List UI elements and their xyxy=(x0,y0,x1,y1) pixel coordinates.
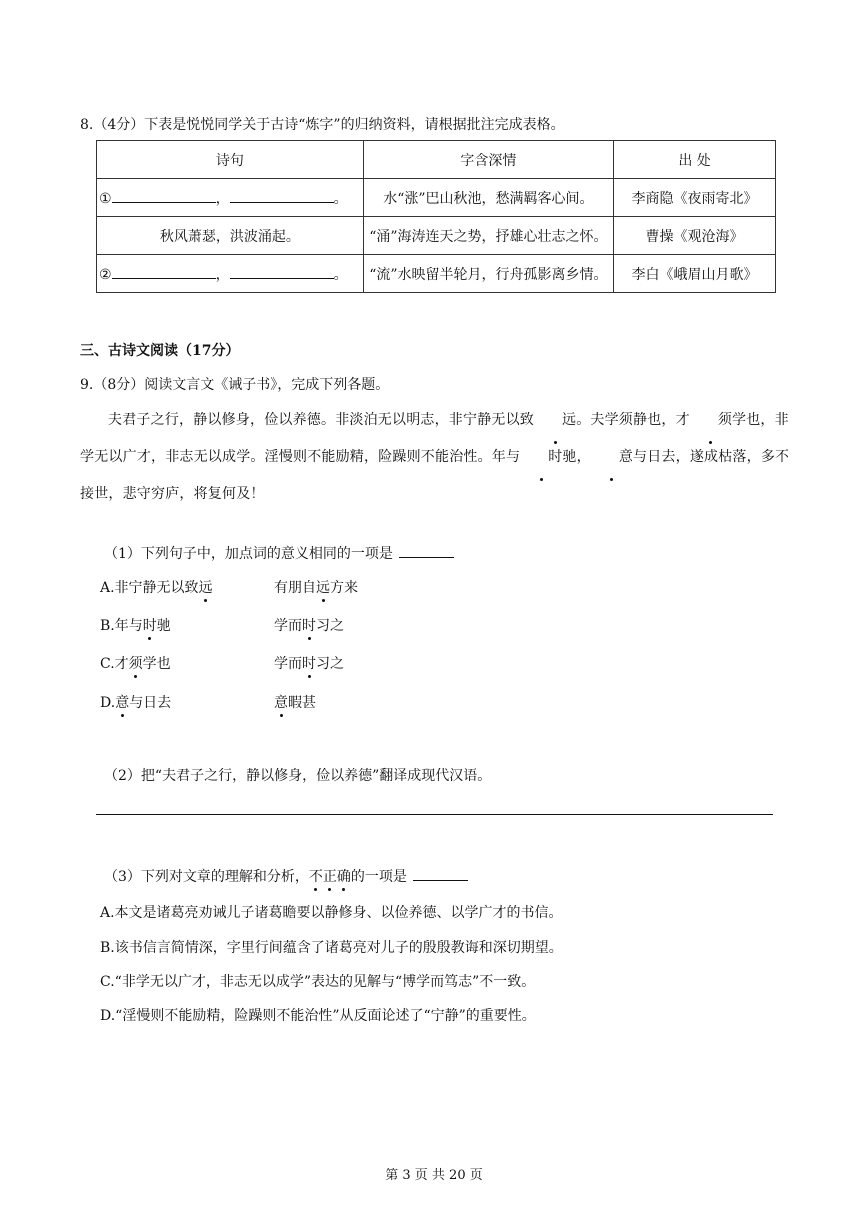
dotted-word: 意 xyxy=(274,692,288,712)
option-text: 学而 xyxy=(274,618,302,634)
table-header-poem: 诗句 xyxy=(97,141,364,179)
table-header-row xyxy=(97,141,776,179)
option-c-right xyxy=(274,653,344,673)
subquestion-3-stem xyxy=(104,866,468,886)
dotted-word: 远 xyxy=(534,402,576,439)
option-b-right xyxy=(274,615,344,635)
dotted-word: 时 xyxy=(302,653,316,673)
page-footer: 第 3 页 共 20 页 xyxy=(385,1168,483,1183)
dotted-word: 时 xyxy=(143,615,157,635)
table-cell-meaning: “涌”海涛连天之势，抒雄心壮志之怀。 xyxy=(363,217,613,255)
table-cell-poem: 秋风萧瑟，洪波涌起。 xyxy=(97,217,364,255)
question-9-stem: 9.（8分）阅读文言文《诫子书》，完成下列各题。 xyxy=(80,377,390,393)
row-number: ① xyxy=(99,190,112,207)
table-cell-source: 曹操《观沧海》 xyxy=(614,217,776,255)
period: 。 xyxy=(333,266,348,283)
subquestion-text: （1）下列句子中，加点词的意义相同的一项是 xyxy=(104,546,393,562)
answer-blank[interactable] xyxy=(413,868,468,881)
table-row xyxy=(97,179,776,217)
table-cell-source: 李商隐《夜雨寄北》 xyxy=(614,179,776,217)
poem-table xyxy=(96,140,776,293)
table-header-meaning: 字含深情 xyxy=(363,141,613,179)
option-text: B.年与 xyxy=(100,618,143,634)
option-b-left[interactable] xyxy=(100,615,171,635)
option-b[interactable]: B.该书信言简情深，字里行间蕴含了诸葛亮对儿子的殷殷教诲和深切期望。 xyxy=(100,940,563,956)
option-a[interactable]: A.本文是诸葛亮劝诫儿子诸葛瞻要以静修身、以俭养德、以学广才的书信。 xyxy=(100,905,563,921)
dotted-word: 时 xyxy=(302,615,316,635)
option-c-left[interactable] xyxy=(100,653,171,673)
dotted-word: 确 xyxy=(337,866,351,886)
comma: ， xyxy=(215,266,230,283)
table-cell-fill-in xyxy=(97,255,364,293)
answer-blank[interactable] xyxy=(112,266,216,279)
dotted-word: 意 xyxy=(591,439,633,476)
option-d[interactable]: D.“淫慢则不能励精，险躁则不能治性”从反面论述了“宁静”的重要性。 xyxy=(100,1008,536,1024)
period: 。 xyxy=(333,190,348,207)
table-row xyxy=(97,255,776,293)
table-cell-meaning: “流”水映留半轮月，行舟孤影离乡情。 xyxy=(363,255,613,293)
option-text: 有朋自 xyxy=(274,580,316,596)
passage-text: 与日去，遂成枯落，多不接世，悲守穷庐，将复何及！ xyxy=(80,449,790,502)
dotted-word: 正 xyxy=(323,866,337,886)
dotted-word: 须 xyxy=(690,402,732,439)
dotted-word: 不 xyxy=(309,866,323,886)
subquestion-text: 的一项是 xyxy=(350,869,407,885)
question-8-stem: 8.（4分）下表是悦悦同学关于古诗“炼字”的归纳资料，请根据批注完成表格。 xyxy=(80,117,565,133)
answer-blank[interactable] xyxy=(112,190,216,203)
table-header-source: 出 处 xyxy=(614,141,776,179)
dotted-word: 意 xyxy=(115,692,129,712)
comma: ， xyxy=(215,190,230,207)
section-title: 三、古诗文阅读（17分） xyxy=(80,343,240,359)
option-text: 习之 xyxy=(316,656,344,672)
answer-blank[interactable] xyxy=(230,190,334,203)
option-c[interactable]: C.“非学无以广才，非志无以成学”表达的见解与“博学而笃志”不一致。 xyxy=(100,974,536,990)
table-cell-source: 李白《峨眉山月歌》 xyxy=(614,255,776,293)
dotted-word: 远 xyxy=(199,577,213,597)
option-text: C.才 xyxy=(100,656,129,672)
answer-blank[interactable] xyxy=(399,545,454,558)
passage-text: 学也，非学无以广才，非志无以成学。淫慢则不能励精，险躁则不能治性。年与 xyxy=(80,412,789,465)
classical-passage xyxy=(80,402,792,513)
option-d-left[interactable] xyxy=(100,692,171,712)
passage-text: 驰， xyxy=(562,449,591,465)
subquestion-text: （3）下列对文章的理解和分析， xyxy=(104,869,309,885)
option-text: 暇甚 xyxy=(288,695,316,711)
option-text: 学而 xyxy=(274,656,302,672)
option-a-left[interactable] xyxy=(100,577,213,597)
subquestion-2-stem: （2）把“夫君子之行，静以修身，俭以养德”翻译成现代汉语。 xyxy=(104,768,492,784)
option-text: 方来 xyxy=(330,580,358,596)
option-text: 驰 xyxy=(156,618,171,634)
dotted-word: 远 xyxy=(316,577,330,597)
translation-answer-line[interactable] xyxy=(96,814,773,815)
passage-text: 。夫学须静也，才 xyxy=(576,412,690,428)
answer-blank[interactable] xyxy=(230,266,334,279)
passage-text: 夫君子之行，静以修身，俭以养德。非淡泊无以明志，非宁静无以致 xyxy=(108,412,534,428)
option-text: 学也 xyxy=(142,656,171,672)
option-text: 与日去 xyxy=(129,695,172,711)
option-text: D. xyxy=(100,695,116,711)
dotted-word: 时 xyxy=(520,439,562,476)
option-text: 习之 xyxy=(316,618,344,634)
dotted-word: 须 xyxy=(129,653,143,673)
table-cell-meaning: 水“涨”巴山秋池，愁满羁客心间。 xyxy=(363,179,613,217)
option-a-right xyxy=(274,577,358,597)
table-row xyxy=(97,217,776,255)
option-d-right xyxy=(274,692,316,712)
table-cell-fill-in xyxy=(97,179,364,217)
row-number: ② xyxy=(99,266,112,283)
option-text: A.非宁静无以致 xyxy=(100,580,199,596)
subquestion-1-stem xyxy=(104,543,454,563)
